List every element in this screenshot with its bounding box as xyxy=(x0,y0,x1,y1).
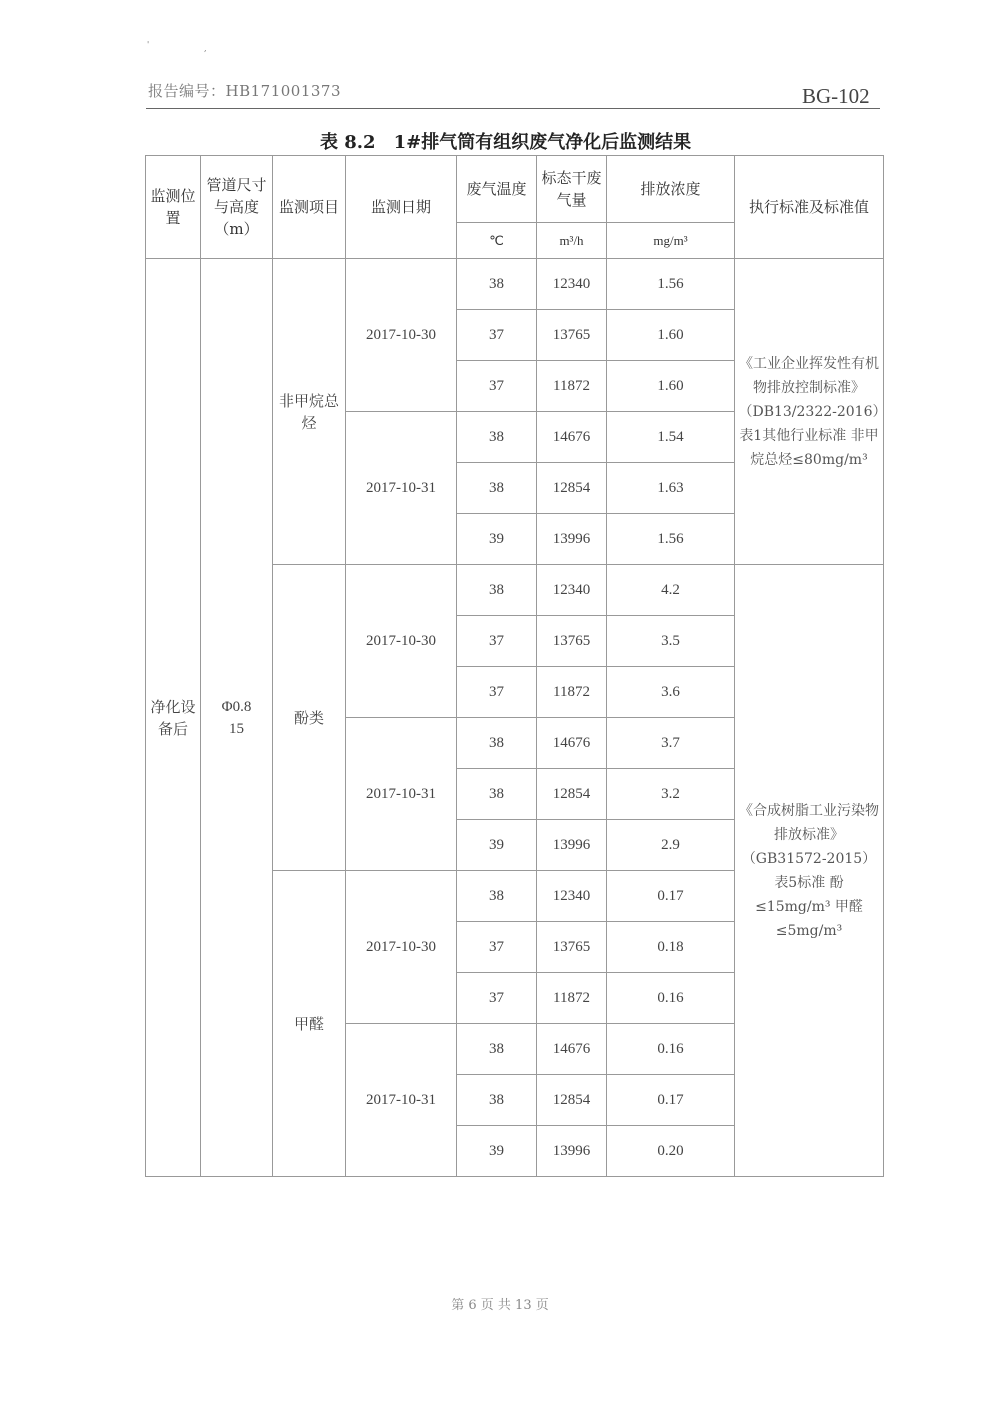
temp-cell: 39 xyxy=(457,820,537,871)
conc-cell: 3.2 xyxy=(607,769,735,820)
temp-cell: 37 xyxy=(457,973,537,1024)
unit-concentration: mg/m³ xyxy=(607,223,735,259)
scan-mark: ' xyxy=(147,40,150,49)
temp-cell: 37 xyxy=(457,616,537,667)
item-cell: 非甲烷总烃 xyxy=(273,259,346,565)
temp-cell: 37 xyxy=(457,310,537,361)
conc-cell: 2.9 xyxy=(607,820,735,871)
conc-cell: 0.17 xyxy=(607,1075,735,1126)
header-gas-temperature: 废气温度 xyxy=(457,156,537,223)
date-cell: 2017-10-30 xyxy=(346,259,457,412)
pipe-size-height-cell xyxy=(201,259,273,1177)
table-row xyxy=(146,259,884,310)
header-pipe-size-height: 管道尺寸与高度（m） xyxy=(201,156,273,259)
flow-cell: 12340 xyxy=(537,259,607,310)
table-header-row xyxy=(146,156,884,223)
page-footer: 第 6 页 共 13 页 xyxy=(451,1298,549,1313)
date-cell: 2017-10-31 xyxy=(346,1024,457,1177)
unit-temperature: ℃ xyxy=(457,223,537,259)
temp-cell: 38 xyxy=(457,718,537,769)
flow-cell: 14676 xyxy=(537,412,607,463)
temp-cell: 37 xyxy=(457,922,537,973)
header-rule xyxy=(146,108,880,109)
temp-cell: 39 xyxy=(457,514,537,565)
conc-cell: 4.2 xyxy=(607,565,735,616)
flow-cell: 13765 xyxy=(537,310,607,361)
conc-cell: 1.60 xyxy=(607,361,735,412)
temp-cell: 38 xyxy=(457,565,537,616)
item-cell: 酚类 xyxy=(273,565,346,871)
flow-cell: 12854 xyxy=(537,463,607,514)
conc-cell: 0.20 xyxy=(607,1126,735,1177)
header-emission-concentration: 排放浓度 xyxy=(607,156,735,223)
date-cell: 2017-10-30 xyxy=(346,565,457,718)
conc-cell: 1.63 xyxy=(607,463,735,514)
flow-cell: 12854 xyxy=(537,769,607,820)
header-location: 监测位置 xyxy=(146,156,201,259)
standard-cell: 《合成树脂工业污染物排放标准》（GB31572-2015）表5标准 酚≤15mg/m³ 甲醛≤5mg/m³ xyxy=(735,565,884,1177)
flow-cell: 12854 xyxy=(537,1075,607,1126)
flow-cell: 14676 xyxy=(537,1024,607,1075)
pipe-size: Φ0.8 xyxy=(221,698,252,715)
conc-cell: 3.5 xyxy=(607,616,735,667)
flow-cell: 12340 xyxy=(537,871,607,922)
conc-cell: 0.16 xyxy=(607,1024,735,1075)
header-standard: 执行标准及标准值 xyxy=(735,156,884,259)
flow-cell: 13765 xyxy=(537,922,607,973)
temp-cell: 39 xyxy=(457,1126,537,1177)
date-cell: 2017-10-30 xyxy=(346,871,457,1024)
conc-cell: 0.17 xyxy=(607,871,735,922)
header-dry-gas-flow: 标态干废气量 xyxy=(537,156,607,223)
item-cell: 甲醛 xyxy=(273,871,346,1177)
table-title: 表 8.2 1#排气筒有组织废气净化后监测结果 xyxy=(320,132,692,153)
conc-cell: 1.56 xyxy=(607,514,735,565)
monitoring-results-table-container xyxy=(145,155,883,1177)
document-code: BG-102 xyxy=(802,84,870,108)
pipe-height: 15 xyxy=(229,720,244,737)
flow-cell: 11872 xyxy=(537,973,607,1024)
flow-cell: 13996 xyxy=(537,514,607,565)
flow-cell: 13765 xyxy=(537,616,607,667)
standard-cell: 《工业企业挥发性有机物排放控制标准》（DB13/2322-2016）表1其他行业标准 非甲烷总烃≤80mg/m³ xyxy=(735,259,884,565)
temp-cell: 38 xyxy=(457,1075,537,1126)
date-cell: 2017-10-31 xyxy=(346,718,457,871)
temp-cell: 38 xyxy=(457,1024,537,1075)
temp-cell: 38 xyxy=(457,463,537,514)
flow-cell: 11872 xyxy=(537,667,607,718)
flow-cell: 11872 xyxy=(537,361,607,412)
date-cell: 2017-10-31 xyxy=(346,412,457,565)
conc-cell: 1.54 xyxy=(607,412,735,463)
conc-cell: 0.16 xyxy=(607,973,735,1024)
temp-cell: 38 xyxy=(457,769,537,820)
temp-cell: 37 xyxy=(457,667,537,718)
conc-cell: 1.60 xyxy=(607,310,735,361)
conc-cell: 3.7 xyxy=(607,718,735,769)
temp-cell: 38 xyxy=(457,412,537,463)
temp-cell: 38 xyxy=(457,871,537,922)
flow-cell: 12340 xyxy=(537,565,607,616)
location-cell: 净化设备后 xyxy=(146,259,201,1177)
flow-cell: 13996 xyxy=(537,1126,607,1177)
report-number: 报告编号：HB171001373 xyxy=(148,82,341,100)
conc-cell: 3.6 xyxy=(607,667,735,718)
conc-cell: 0.18 xyxy=(607,922,735,973)
header-monitoring-item: 监测项目 xyxy=(273,156,346,259)
conc-cell: 1.56 xyxy=(607,259,735,310)
monitoring-results-table xyxy=(145,155,884,1177)
unit-flow: m³/h xyxy=(537,223,607,259)
temp-cell: 37 xyxy=(457,361,537,412)
flow-cell: 14676 xyxy=(537,718,607,769)
header-monitoring-date: 监测日期 xyxy=(346,156,457,259)
flow-cell: 13996 xyxy=(537,820,607,871)
temp-cell: 38 xyxy=(457,259,537,310)
scan-mark: , xyxy=(204,44,207,53)
